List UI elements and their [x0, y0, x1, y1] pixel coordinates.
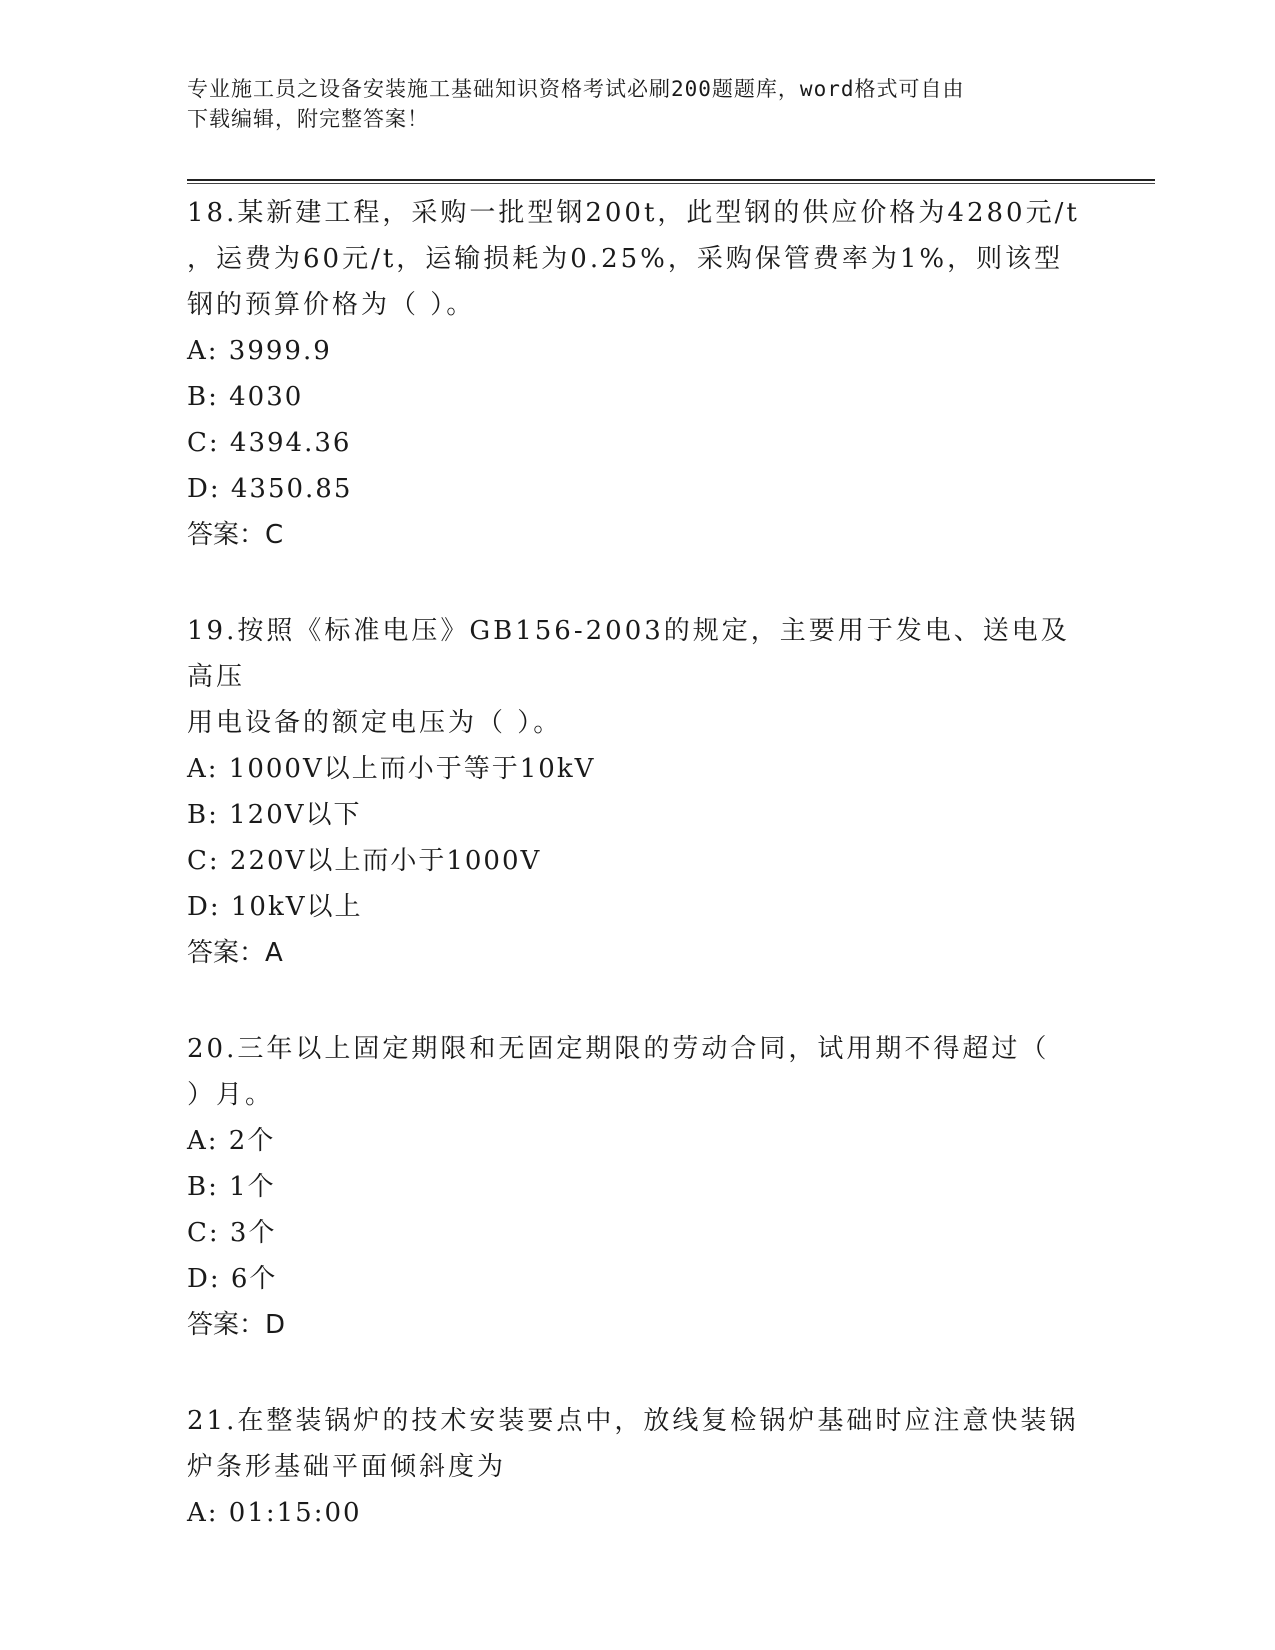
header-line-1: 专业施工员之设备安装施工基础知识资格考试必刷200题题库，word格式可自由: [187, 77, 965, 101]
question-stem: [187, 190, 1087, 328]
question-stem-line: 20.三年以上固定期限和无固定期限的劳动合同，试用期不得超过（: [187, 1034, 1050, 1064]
option-a: A: 1000V以上而小于等于10kV: [187, 754, 596, 784]
option-d: D: 10kV以上: [187, 892, 363, 922]
option-c: C: 4394.36: [187, 428, 352, 458]
question-20: [187, 1026, 1087, 1348]
question-stem-line: 用电设备的额定电压为（ ）。: [187, 708, 563, 738]
option-a: A: 3999.9: [187, 336, 332, 366]
question-stem-line: 18.某新建工程，采购一批型钢200t，此型钢的供应价格为4280元/t: [187, 198, 1080, 228]
question-stem-line: 炉条形基础平面倾斜度为: [187, 1452, 507, 1482]
answer: 答案：A: [187, 938, 283, 968]
answer: 答案：C: [187, 520, 284, 550]
question-18: [187, 190, 1087, 558]
question-list: [187, 190, 1087, 1586]
question-stem: [187, 1026, 1087, 1118]
question-stem: [187, 1398, 1087, 1490]
option-b: B: 1个: [187, 1172, 276, 1202]
question-21: [187, 1398, 1087, 1536]
option-b: B: 120V以下: [187, 800, 362, 830]
option-d: D: 6个: [187, 1264, 278, 1294]
option-c: C: 220V以上而小于1000V: [187, 846, 542, 876]
answer: 答案：D: [187, 1310, 286, 1340]
question-stem-line: 21.在整装锅炉的技术安装要点中，放线复检锅炉基础时应注意快装锅: [187, 1406, 1079, 1436]
header-divider-thin: [187, 183, 1155, 184]
question-stem-line: 钢的预算价格为（ ）。: [187, 290, 476, 320]
question-stem-line: ，运费为60元/t，运输损耗为0.25%，采购保管费率为1%，则该型: [187, 244, 1064, 274]
option-c: C: 3个: [187, 1218, 277, 1248]
document-header: [187, 74, 1067, 134]
option-b: B: 4030: [187, 382, 304, 412]
question-19: [187, 608, 1087, 976]
option-d: D: 4350.85: [187, 474, 353, 504]
question-stem-line: ）月。: [187, 1080, 275, 1110]
option-a: A: 01:15:00: [187, 1498, 362, 1528]
question-stem-line: 19.按照《标准电压》GB156-2003的规定，主要用于发电、送电及高压: [187, 616, 1070, 692]
header-line-2: 下载编辑，附完整答案！: [187, 107, 429, 131]
question-stem: [187, 608, 1087, 746]
option-a: A: 2个: [187, 1126, 276, 1156]
header-divider-thick: [187, 179, 1155, 181]
